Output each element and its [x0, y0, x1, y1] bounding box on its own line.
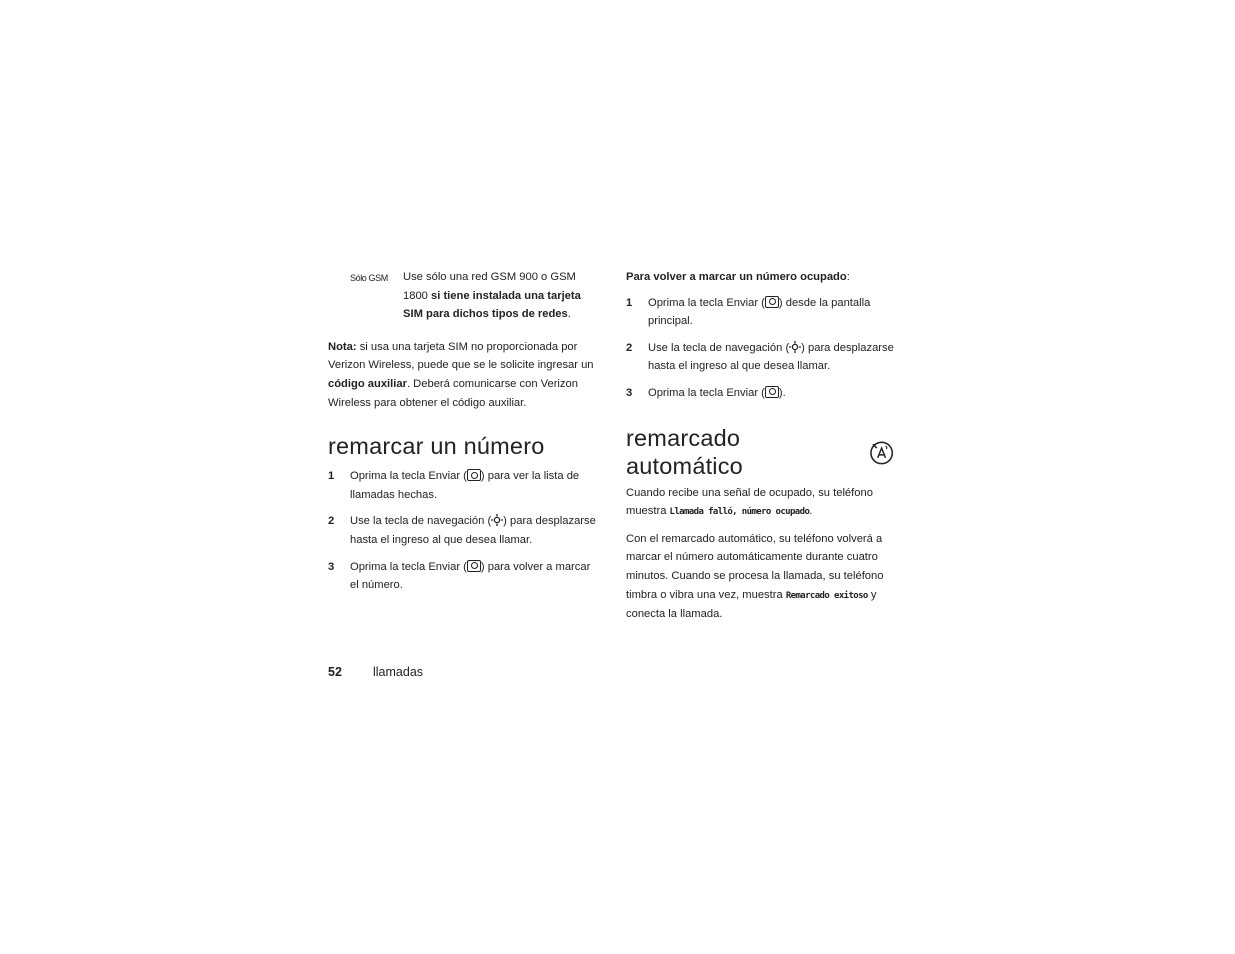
- auto-redial-paragraph-1: [626, 484, 894, 522]
- step-text-pre: Use la tecla de navegación (: [350, 515, 492, 528]
- step-text-post: ) para volver a marcar el número.: [350, 560, 591, 592]
- gsm-note-bold-text: si tiene instalada una tarjeta SIM para dichos tipos de redes: [403, 289, 581, 321]
- step-item: [626, 384, 894, 403]
- page-footer: [328, 665, 423, 679]
- section-heading-text: remarcado automático: [626, 424, 743, 479]
- auto-redial-text: Cuando recibe una señal de ocupado, su teléfono muestra: [626, 486, 873, 518]
- section-heading-remarcado-automatico: [626, 424, 894, 480]
- busy-redial-intro-colon: :: [846, 271, 850, 283]
- busy-redial-intro: [626, 268, 894, 287]
- section-heading-remarcar: remarcar un número: [328, 433, 545, 460]
- remarcar-steps-list: [328, 467, 596, 595]
- step-item: [328, 558, 596, 595]
- gsm-note-text: [403, 268, 581, 324]
- send-key-icon: [765, 386, 779, 398]
- step-text-post: ) para desplazarse hasta el ingreso al que desea llamar.: [350, 515, 596, 546]
- nota-bold-text: código auxiliar: [328, 377, 407, 390]
- gsm-note-text-part: Use sólo una red GSM 900 o GSM 1800: [403, 271, 576, 302]
- right-column: [626, 268, 894, 624]
- send-key-icon: [467, 469, 481, 481]
- auto-redial-text-end: .: [809, 505, 813, 518]
- step-text: [350, 512, 596, 549]
- step-text-post: ) desde la pantalla principal.: [648, 296, 871, 328]
- display-message-success: Remarcado exitoso: [785, 590, 868, 601]
- nota-paragraph: [328, 338, 596, 412]
- auto-redial-text: Con el remarcado automático, su teléfono volverá a marcar el número automáticamente durante cuatro minutos. Cuando se procesa la llamada, su teléfono timbra o vibra una vez, muestra: [626, 532, 884, 601]
- left-column: [328, 268, 596, 603]
- gsm-note: [350, 268, 596, 324]
- step-text-pre: Use la tecla de navegación (: [648, 341, 790, 354]
- step-number: 3: [328, 560, 335, 573]
- nota-label: Nota:: [328, 340, 357, 353]
- nav-key-icon: [491, 514, 503, 526]
- step-item: [328, 467, 596, 504]
- step-number: 2: [328, 515, 335, 528]
- step-number: 2: [626, 341, 633, 354]
- auto-redial-feature-icon: [869, 439, 894, 465]
- step-text: [350, 558, 596, 595]
- gsm-note-text-end: .: [567, 308, 571, 321]
- auto-redial-text-end: y conecta la llamada.: [626, 588, 877, 621]
- step-number: 1: [328, 470, 335, 483]
- nota-text-1: si usa una tarjeta SIM no proporcionada por Verizon Wireless, puede que se le solicite ingresar un: [328, 340, 594, 372]
- step-text: [350, 467, 596, 504]
- step-text-pre: Oprima la tecla Enviar (: [648, 296, 765, 309]
- step-text: [648, 339, 894, 376]
- step-text-pre: Oprima la tecla Enviar (: [350, 470, 467, 483]
- step-text-post: ) para ver la lista de llamadas hechas.: [350, 470, 580, 501]
- send-key-icon: [765, 296, 779, 308]
- step-item: [328, 512, 596, 549]
- section-name: llamadas: [373, 665, 424, 679]
- step-text-post: ).: [778, 386, 786, 399]
- step-item: [626, 339, 894, 376]
- step-number: 3: [626, 386, 633, 399]
- display-message-busy: Llamada falló, número ocupado: [669, 507, 810, 518]
- page-number: 52: [328, 665, 342, 679]
- step-text-pre: Oprima la tecla Enviar (: [648, 386, 765, 399]
- step-text: [648, 384, 894, 403]
- nota-text-2: . Deberá comunicarse con Verizon Wireless para obtener el código auxiliar.: [328, 377, 578, 409]
- step-text-post: ) para desplazarse hasta el ingreso al que desea llamar.: [648, 341, 894, 373]
- send-key-icon: [467, 560, 481, 572]
- step-item: [626, 294, 894, 331]
- busy-redial-intro-bold: Para volver a marcar un número ocupado: [626, 271, 847, 283]
- gsm-note-tag: Sólo GSM: [350, 273, 388, 283]
- step-text: [648, 294, 894, 331]
- nav-key-icon: [789, 341, 801, 353]
- step-number: 1: [626, 296, 633, 309]
- auto-redial-paragraph-2: [626, 530, 894, 624]
- step-text-pre: Oprima la tecla Enviar (: [350, 560, 467, 573]
- busy-redial-steps-list: [626, 294, 894, 403]
